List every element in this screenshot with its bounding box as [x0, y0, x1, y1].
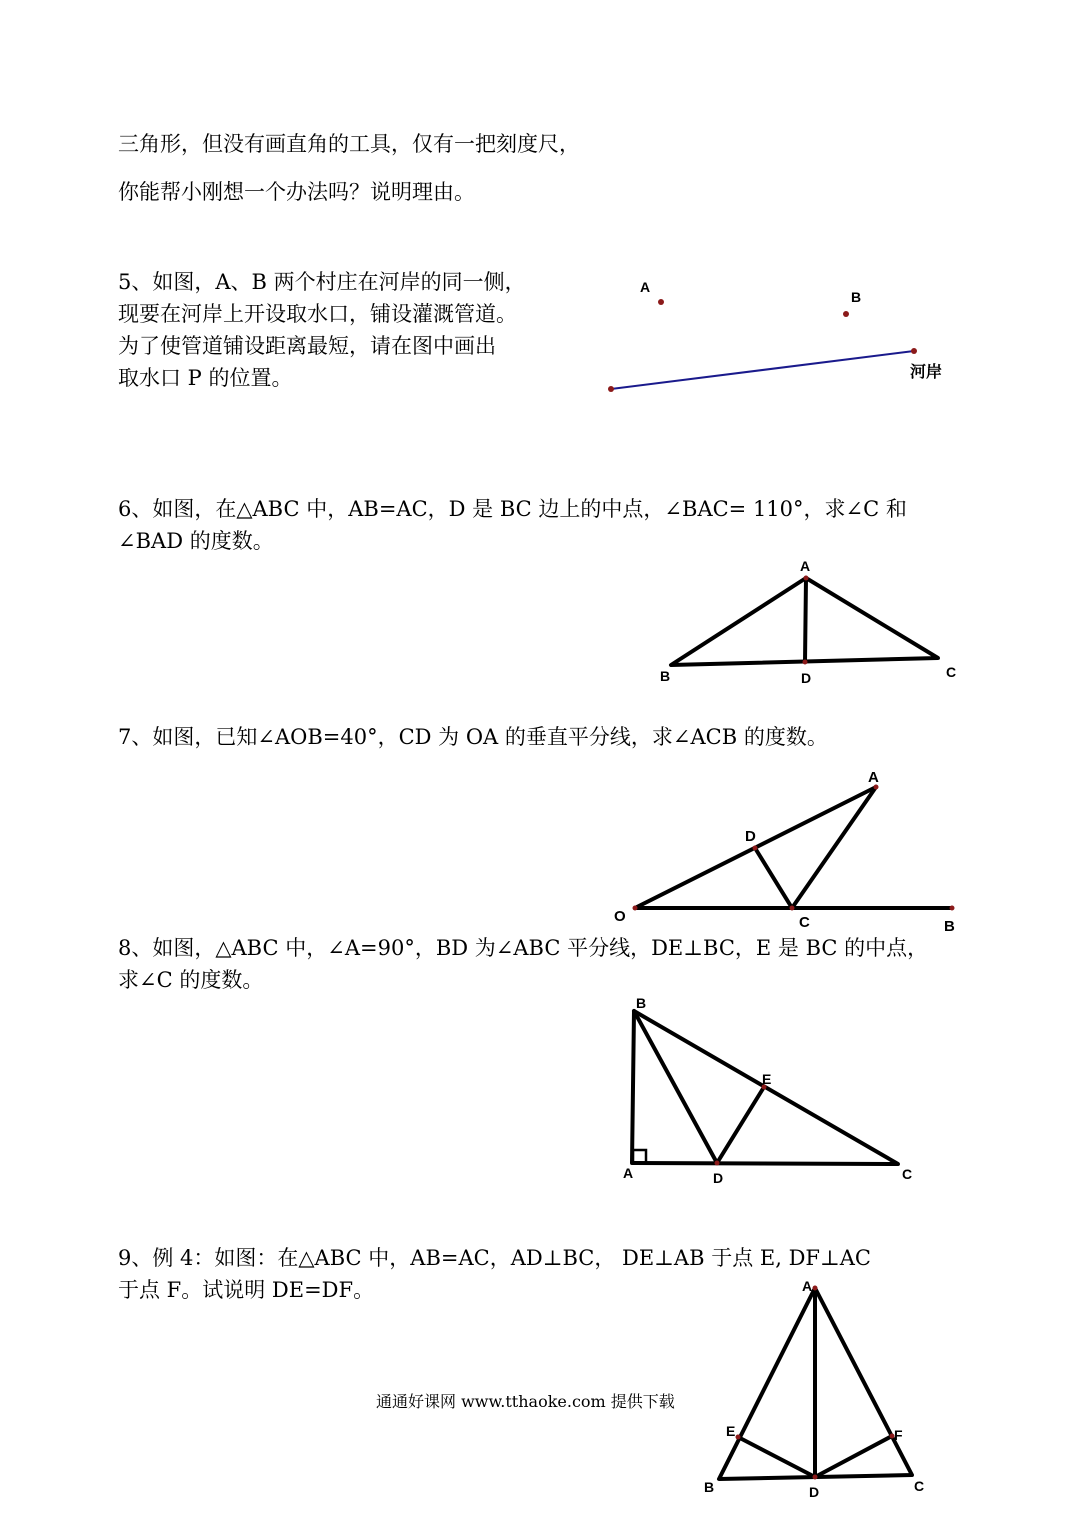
point-a: [813, 1286, 818, 1291]
label-e: E: [726, 1423, 736, 1439]
problem-8-line-1: 8、如图，△ABC 中，∠A=90°，BD 为∠ABC 平分线，DE⊥BC，E 是 BC 的中点，: [118, 936, 929, 960]
problem-4-line-1: 三角形，但没有画直角的工具，仅有一把刻度尺，: [118, 132, 580, 156]
problem-8-line-2: 求∠C 的度数。: [118, 968, 264, 992]
problem-9-line-2: 于点 F。试说明 DE=DF。: [118, 1278, 375, 1302]
problem-7-line-1: 7、如图，已知∠AOB=40°，CD 为 OA 的垂直平分线，求∠ACB 的度数。: [118, 725, 828, 749]
problem-4-line-2: 你能帮小刚想一个办法吗？说明理由。: [118, 180, 475, 204]
footer-source: 通通好课网 www.tthaoke.com 提供下载: [376, 1392, 675, 1411]
label-d: D: [809, 1484, 820, 1500]
label-a: A: [623, 1165, 634, 1181]
label-b: B: [704, 1479, 715, 1495]
label-d: D: [713, 1170, 724, 1186]
segment-de: [738, 1437, 815, 1477]
label-o: O: [614, 908, 626, 925]
label-a: A: [868, 769, 879, 786]
label-e: E: [762, 1071, 772, 1087]
label-c: C: [902, 1166, 913, 1182]
problem-9-line-1: 9、例 4：如图：在△ABC 中，AB=AC，AD⊥BC， DE⊥AB 于点 E, DF⊥AC: [118, 1246, 871, 1270]
problem-5-line-4: 取水口 P 的位置。: [118, 366, 293, 390]
label-c: C: [799, 914, 810, 931]
label-c: C: [946, 664, 957, 680]
segment-df: [815, 1436, 892, 1477]
label-a: A: [640, 279, 651, 295]
problem-5-line-1: 5、如图，A、B 两个村庄在河岸的同一侧，: [118, 270, 526, 294]
label-river-bank: 河岸: [910, 364, 943, 381]
problem-5-line-3: 为了使管道铺设距离最短，请在图中画出: [118, 334, 496, 358]
label-c: C: [914, 1478, 925, 1494]
label-a: A: [802, 1278, 813, 1294]
point-e: [736, 1435, 741, 1440]
point-d: [813, 1475, 818, 1480]
label-f: F: [894, 1427, 903, 1443]
problem-5-line-2: 现要在河岸上开设取水口，铺设灌溉管道。: [118, 302, 517, 326]
label-d: D: [745, 828, 756, 845]
label-b: B: [636, 995, 647, 1011]
label-b: B: [944, 918, 955, 935]
problem-6-line-2: ∠BAD 的度数。: [118, 529, 274, 553]
label-a: A: [800, 558, 811, 574]
label-d: D: [801, 670, 812, 686]
label-b: B: [851, 289, 862, 305]
problem-6-line-1: 6、如图，在△ABC 中，AB=AC，D 是 BC 边上的中点，∠BAC= 110°，求∠C 和: [118, 497, 907, 521]
label-b: B: [660, 668, 671, 684]
